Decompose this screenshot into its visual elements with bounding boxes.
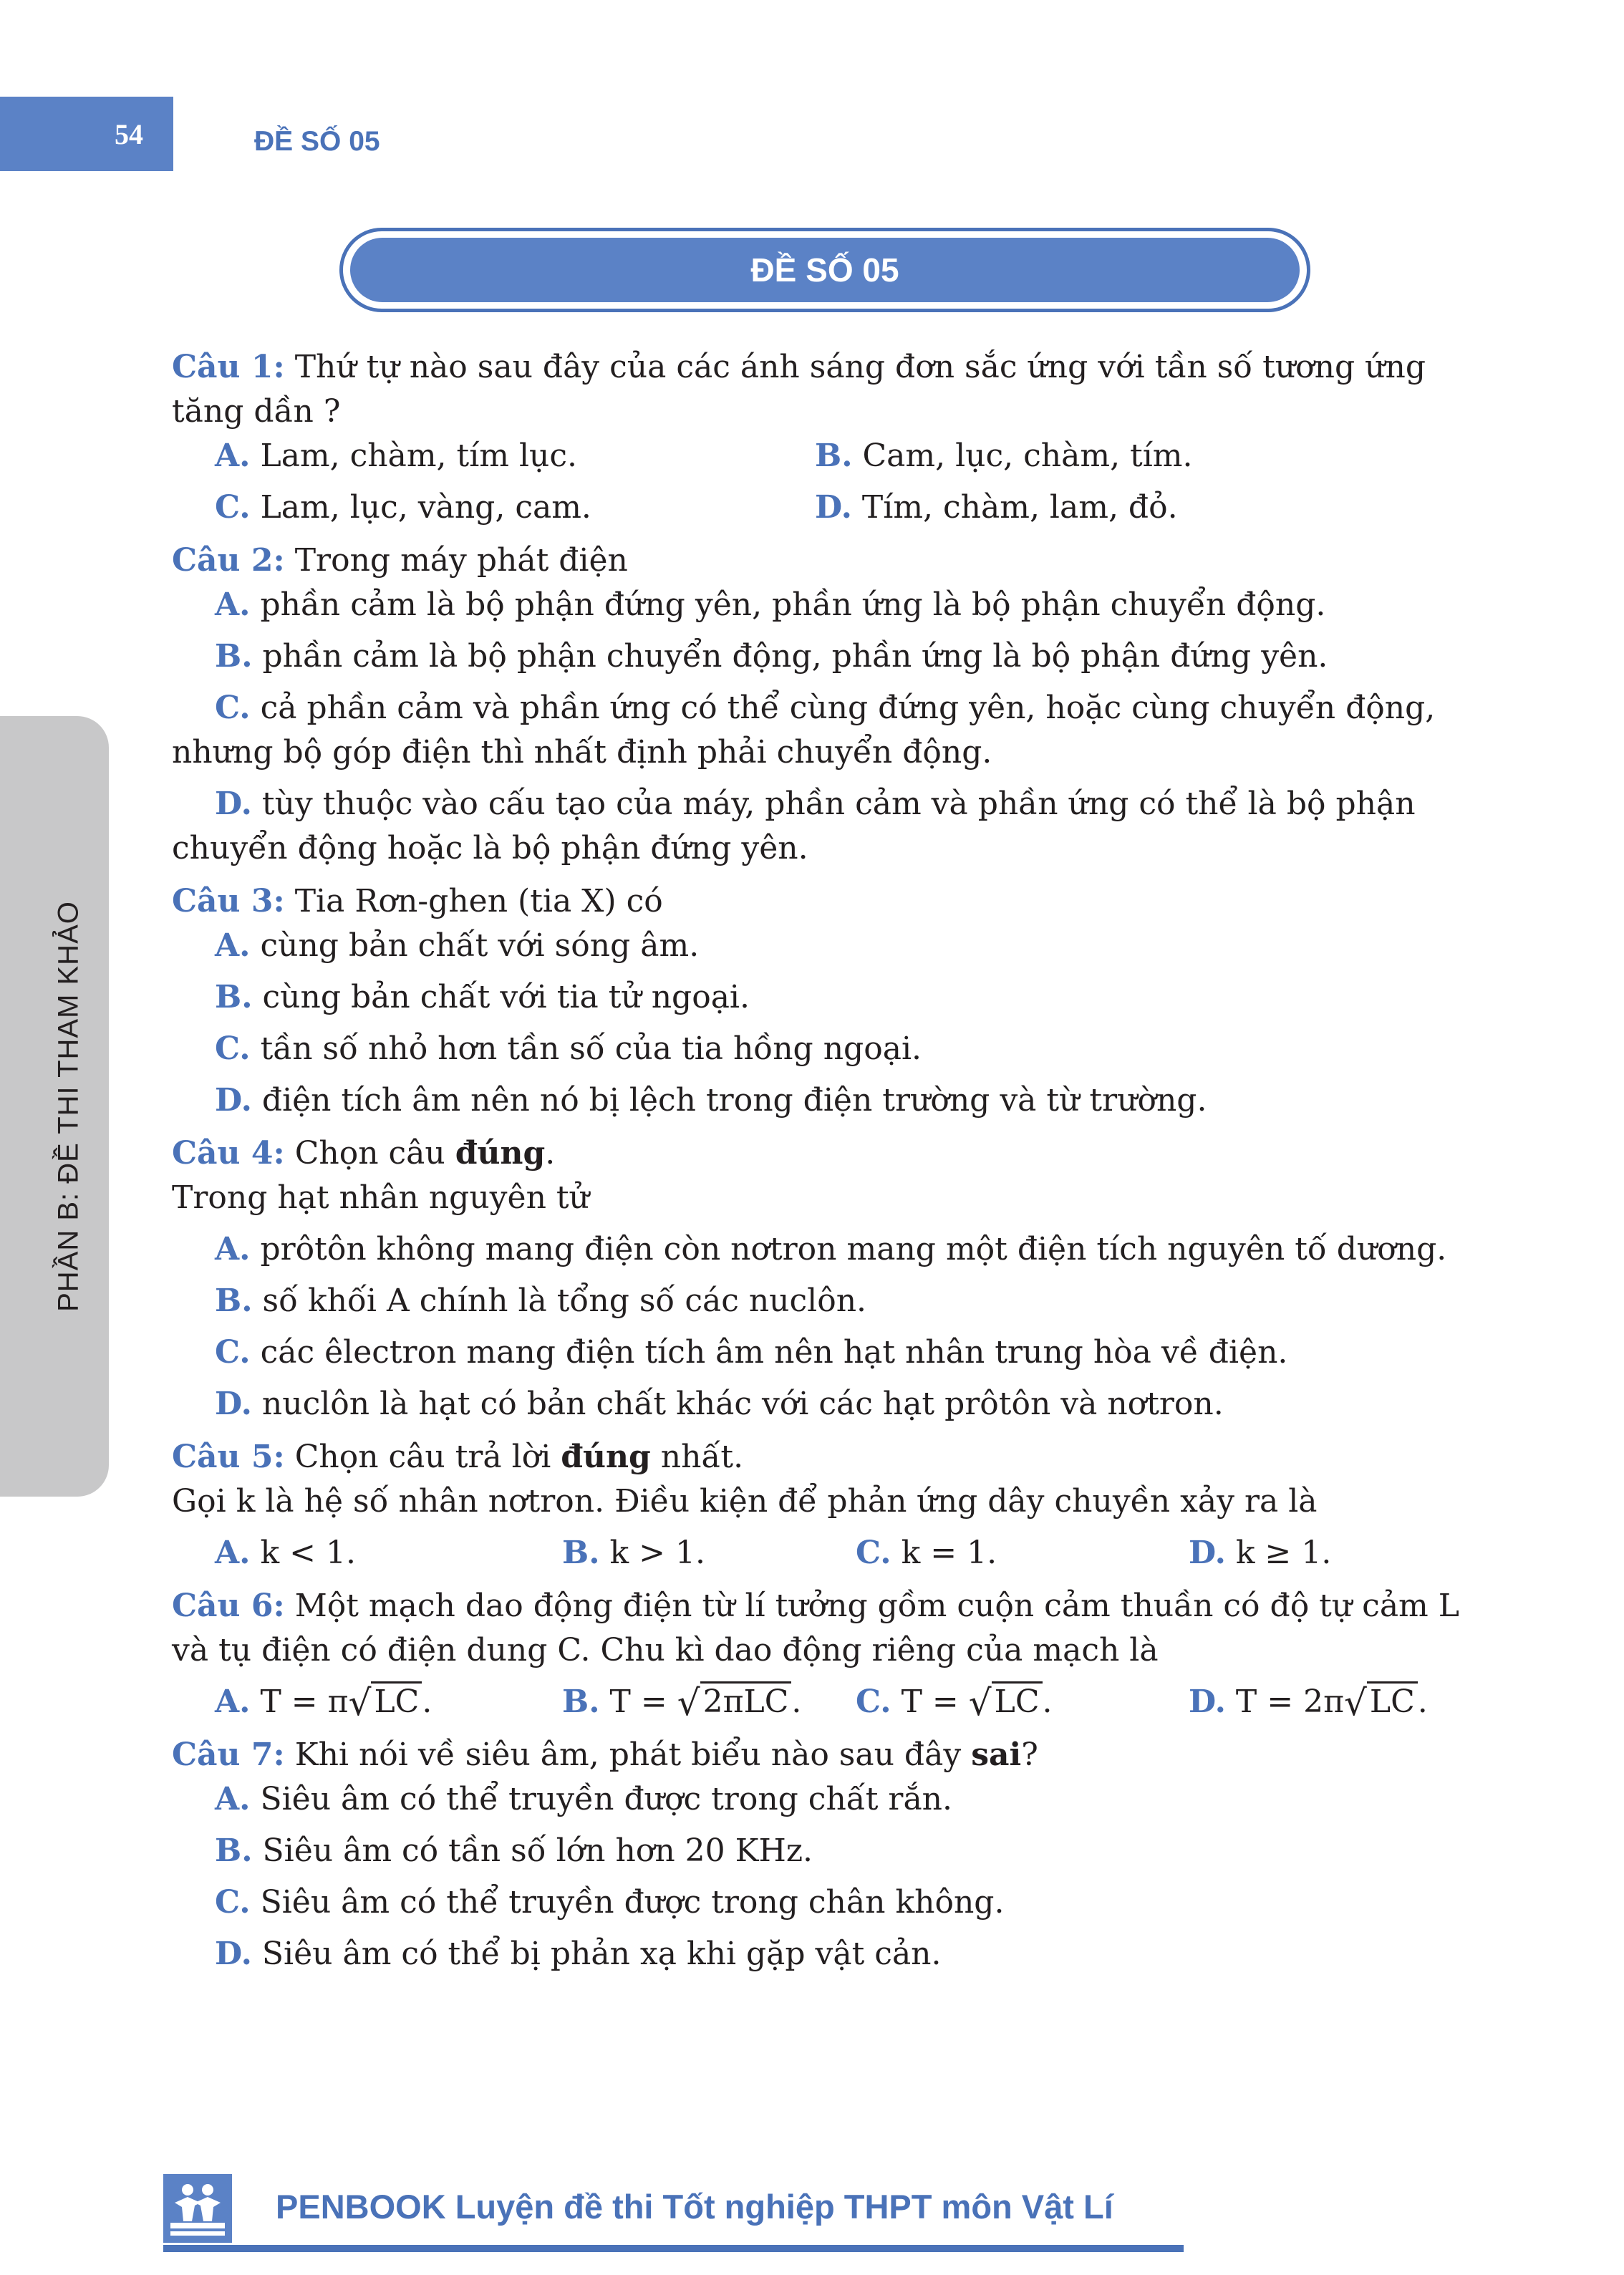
option-label: A.	[215, 927, 251, 964]
option-label: B.	[562, 1684, 600, 1720]
option-label: A.	[215, 1535, 251, 1571]
question-stem	[172, 1435, 1482, 1479]
option-text: Siêu âm có thể truyền được trong chất rắn.	[260, 1781, 953, 1817]
option-text: Siêu âm có tần số lớn hơn 20 KHz.	[262, 1832, 813, 1869]
option-d[interactable]	[172, 782, 1482, 871]
question-stem	[172, 879, 1482, 924]
sqrt-symbol: √LC	[349, 1680, 422, 1724]
option-label: B.	[815, 438, 853, 474]
question-text-bold: sai	[971, 1737, 1022, 1773]
option-b[interactable]	[772, 434, 1372, 478]
option-a[interactable]	[172, 1777, 1482, 1822]
footer-title: PENBOOK Luyện đề thi Tốt nghiệp THPT môn Vật Lí	[276, 2188, 1113, 2226]
option-label: D.	[1189, 1535, 1226, 1571]
formula-suffix: .	[1042, 1684, 1053, 1720]
option-label: C.	[215, 1884, 251, 1921]
option-label: A.	[215, 586, 251, 623]
formula-prefix: T =	[609, 1684, 677, 1720]
question-label: Câu 7:	[172, 1737, 285, 1773]
question-text-bold: đúng	[455, 1135, 546, 1172]
question-5	[172, 1435, 1482, 1575]
radicand: 2πLC	[700, 1681, 792, 1720]
option-label: C.	[215, 1334, 251, 1371]
option-c[interactable]	[172, 1330, 1482, 1375]
option-label: B.	[562, 1535, 600, 1571]
people-icon	[163, 2174, 232, 2243]
question-label: Câu 5:	[172, 1439, 285, 1475]
option-b[interactable]	[172, 975, 1482, 1020]
option-label: B.	[215, 979, 253, 1015]
question-1	[172, 345, 1482, 530]
question-stem	[172, 345, 1482, 434]
question-stem	[172, 1584, 1482, 1673]
side-tab-text: PHẦN B: ĐỀ THI THAM KHẢO	[52, 901, 84, 1312]
option-text: Siêu âm có thể bị phản xạ khi gặp vật cản.	[261, 1936, 942, 1972]
option-b[interactable]	[172, 1279, 1482, 1323]
question-2	[172, 538, 1482, 871]
option-label: C.	[856, 1684, 891, 1720]
exam-banner-title: ĐỀ SỐ 05	[350, 238, 1300, 302]
question-label: Câu 2:	[172, 542, 285, 579]
question-text-end: ?	[1021, 1737, 1038, 1773]
option-label: C.	[215, 489, 251, 526]
question-text: Trong máy phát điện	[294, 542, 628, 579]
option-text: phần cảm là bộ phận đứng yên, phần ứng là bộ phận chuyển động.	[260, 586, 1326, 623]
option-label: A.	[215, 1231, 251, 1267]
option-label: D.	[1189, 1684, 1226, 1720]
formula-suffix: .	[422, 1684, 432, 1720]
option-text: Lam, chàm, tím lục.	[260, 438, 578, 474]
option-b[interactable]	[172, 1829, 1482, 1873]
option-c[interactable]	[172, 1880, 1482, 1925]
option-d[interactable]	[172, 1078, 1482, 1123]
option-text: cùng bản chất với sóng âm.	[260, 927, 700, 964]
question-list	[172, 345, 1482, 1985]
option-text: Lam, lục, vàng, cam.	[260, 489, 591, 526]
option-row	[172, 434, 1482, 478]
question-text: Tia Rơn-ghen (tia X) có	[294, 883, 663, 919]
radicand: LC	[992, 1681, 1043, 1720]
question-text-bold: đúng	[561, 1439, 651, 1475]
option-a[interactable]	[172, 583, 1482, 627]
option-text: k < 1.	[260, 1535, 356, 1571]
question-6	[172, 1584, 1482, 1724]
option-text: Siêu âm có thể truyền được trong chân không.	[260, 1884, 1005, 1921]
question-text: Khi nói về siêu âm, phát biểu nào sau đây	[294, 1737, 972, 1773]
question-3	[172, 879, 1482, 1123]
formula-prefix: T = π	[260, 1684, 349, 1720]
option-row	[172, 1531, 1482, 1575]
question-text: Một mạch dao động điện từ lí tưởng gồm cuộn cảm thuần có độ tự cảm L và tụ điện có điện dung C. Chu kì dao động riêng của mạch là	[172, 1588, 1459, 1668]
option-label: B.	[215, 1283, 253, 1319]
option-text: phần cảm là bộ phận chuyển động, phần ứng là bộ phận đứng yên.	[262, 638, 1328, 675]
question-stem	[172, 1733, 1482, 1777]
option-d[interactable]	[1146, 1680, 1482, 1724]
question-label: Câu 6:	[172, 1588, 285, 1624]
option-c[interactable]	[172, 1027, 1482, 1071]
option-label: C.	[215, 1030, 251, 1067]
option-label: D.	[215, 1386, 252, 1422]
question-stem	[172, 1131, 1482, 1176]
option-row	[172, 1680, 1482, 1724]
option-text: cùng bản chất với tia tử ngoại.	[262, 979, 750, 1015]
question-subtext: Trong hạt nhân nguyên tử	[172, 1179, 589, 1216]
formula-prefix: T = 2π	[1235, 1684, 1345, 1720]
option-text: các êlectron mang điện tích âm nên hạt nhân trung hòa về điện.	[260, 1334, 1288, 1371]
footer-divider	[163, 2245, 1184, 2252]
option-label: A.	[215, 438, 251, 474]
formula-suffix: .	[1417, 1684, 1428, 1720]
sqrt-symbol: √LC	[1344, 1680, 1418, 1724]
option-label: A.	[215, 1684, 251, 1720]
option-c[interactable]	[172, 686, 1482, 775]
option-text: Tím, chàm, lam, đỏ.	[861, 489, 1178, 526]
question-text: Thứ tự nào sau đây của các ánh sáng đơn sắc ứng với tần số tương ứng tăng dần ?	[172, 349, 1426, 430]
sqrt-symbol: √2πLC	[677, 1680, 792, 1724]
option-a[interactable]	[172, 434, 772, 478]
option-label: D.	[815, 489, 852, 526]
page-number	[0, 97, 173, 171]
question-label: Câu 1:	[172, 349, 285, 385]
option-d[interactable]	[772, 486, 1372, 530]
question-label: Câu 4:	[172, 1135, 285, 1172]
option-text: cả phần cảm và phần ứng có thể cùng đứng yên, hoặc cùng chuyển động, nhưng bộ góp điện thì nhất định phải chuyển động.	[172, 690, 1436, 771]
header-section-title: ĐỀ SỐ 05	[254, 126, 380, 157]
question-text-end: .	[545, 1135, 556, 1172]
option-row	[172, 486, 1482, 530]
option-label: D.	[215, 1936, 252, 1972]
formula-suffix: .	[791, 1684, 802, 1720]
option-text: k > 1.	[609, 1535, 705, 1571]
option-text: k = 1.	[901, 1535, 997, 1571]
option-d[interactable]	[172, 1932, 1482, 1976]
question-subtext: Gọi k là hệ số nhân nơtron. Điều kiện để phản ứng dây chuyền xảy ra là	[172, 1483, 1318, 1520]
option-label: D.	[215, 1082, 252, 1119]
option-b[interactable]	[519, 1680, 813, 1724]
exam-banner	[339, 228, 1310, 312]
question-text: Chọn câu	[294, 1135, 455, 1172]
question-text: Chọn câu trả lời	[294, 1439, 561, 1475]
question-7	[172, 1733, 1482, 1976]
option-a[interactable]	[172, 1531, 519, 1575]
option-a[interactable]	[172, 1227, 1482, 1272]
formula-prefix: T =	[901, 1684, 969, 1720]
option-label: A.	[215, 1781, 251, 1817]
option-d[interactable]	[1146, 1531, 1482, 1575]
option-text: nuclôn là hạt có bản chất khác với các hạt prôtôn và nơtron.	[261, 1386, 1224, 1422]
page-number-text: 54	[115, 117, 143, 150]
option-text: Cam, lục, chàm, tím.	[862, 438, 1193, 474]
option-label: B.	[215, 638, 253, 675]
option-text: prôtôn không mang điện còn nơtron mang một điện tích nguyên tố dương.	[260, 1231, 1447, 1267]
question-stem	[172, 538, 1482, 583]
radicand: LC	[1367, 1681, 1418, 1720]
option-text: tần số nhỏ hơn tần số của tia hồng ngoại.	[260, 1030, 922, 1067]
option-text: k ≥ 1.	[1235, 1535, 1332, 1571]
option-b[interactable]	[172, 634, 1482, 679]
option-text: tùy thuộc vào cấu tạo của máy, phần cảm và phần ứng có thể là bộ phận chuyển động hoặc là bộ phận đứng yên.	[172, 786, 1416, 866]
option-label: C.	[856, 1535, 891, 1571]
radicand: LC	[371, 1681, 422, 1720]
option-label: B.	[215, 1832, 253, 1869]
option-c[interactable]	[172, 486, 772, 530]
option-d[interactable]	[172, 1382, 1482, 1426]
option-a[interactable]	[172, 1680, 519, 1724]
option-a[interactable]	[172, 924, 1482, 968]
question-text-end: nhất.	[650, 1439, 744, 1475]
option-label: C.	[215, 690, 251, 726]
option-b[interactable]	[519, 1531, 813, 1575]
sqrt-symbol: √LC	[969, 1680, 1043, 1724]
question-label: Câu 3:	[172, 883, 285, 919]
option-text: điện tích âm nên nó bị lệch trong điện trường và từ trường.	[261, 1082, 1207, 1119]
option-label: D.	[215, 786, 252, 822]
option-c[interactable]	[813, 1531, 1146, 1575]
option-text: số khối A chính là tổng số các nuclôn.	[262, 1283, 867, 1319]
option-c[interactable]	[813, 1680, 1146, 1724]
question-4	[172, 1131, 1482, 1426]
